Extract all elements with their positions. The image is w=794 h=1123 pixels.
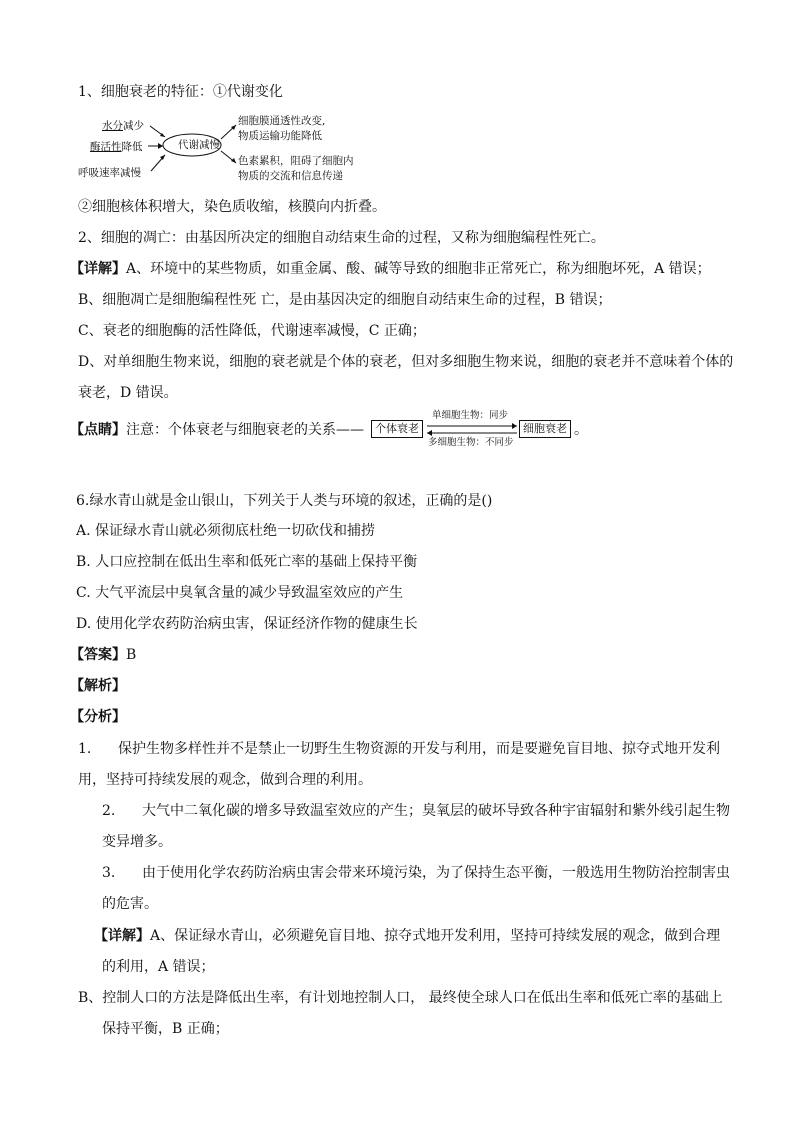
individual-aging-box: 个体衰老 xyxy=(371,420,423,438)
detail-6b-line-2: 保持平衡，B 正确； xyxy=(102,1021,229,1037)
respiration-rate-label: 呼吸速率减慢 xyxy=(78,167,141,179)
cell-aging-box: 细胞衰老 xyxy=(519,420,571,438)
point-1-line-1: 保护生物多样性并不是禁止一切野生生物资源的开发与利用，而是要避免盲目地、掠夺式地开发利 xyxy=(118,741,720,757)
answer: 【答案】B xyxy=(70,647,137,663)
water-decrease-label: 水分减少 xyxy=(102,120,144,132)
pigment-label-1: 色素累积，阻碍了细胞内 xyxy=(238,155,354,167)
point-2-line-2: 变异增多。 xyxy=(102,834,172,850)
point-1-num: 1. xyxy=(78,741,92,757)
heading-aging-features: 1、细胞衰老的特征：①代谢变化 xyxy=(78,84,283,100)
point-2-line-1: 大气中二氧化碳的增多导致温室效应的产生；臭氧层的破坏导致各种宇宙辐射和紫外线引起生物 xyxy=(142,803,730,819)
membrane-label-2: 物质运输功能降低 xyxy=(238,130,322,142)
diagram-center-label: 代谢减慢 xyxy=(178,139,220,151)
option-a: A. 保证绿水青山就必须彻底杜绝一切砍伐和捕捞 xyxy=(76,523,376,539)
detail-6a-line-1: 【详解】A、保证绿水青山，必须避免盲目地、掠夺式地开发利用，坚持可持续发展的观念，做到合理 xyxy=(94,928,721,944)
detail-d-cont: 衰老，D 错误。 xyxy=(78,385,178,401)
point-3-num: 3. xyxy=(102,865,116,881)
detail-b: B、细胞凋亡是细胞编程性死 亡，是由基因决定的细胞自动结束生命的过程，B 错误； xyxy=(78,292,612,308)
option-c: C. 大气平流层中臭氧含量的减少导致温室效应的产生 xyxy=(76,585,404,601)
point-3-line-2: 的危害。 xyxy=(102,896,158,912)
option-b: B. 人口应控制在低出生率和低死亡率的基础上保持平衡 xyxy=(76,554,418,570)
enzyme-activity-label: 酶活性降低 xyxy=(90,141,143,153)
point-2-num: 2. xyxy=(102,803,116,819)
question-6: 6.绿水青山就是金山银山，下列关于人类与环境的叙述，正确的是() xyxy=(76,493,493,509)
analysis-heading: 【解析】 xyxy=(70,678,126,694)
detail-c: C、衰老的细胞酶的活性降低，代谢速率减慢，C 正确； xyxy=(78,323,426,339)
unicellular-label: 单细胞生物：同步 xyxy=(432,410,509,421)
analysis-sub-heading: 【分析】 xyxy=(70,709,126,725)
detail-d: D、对单细胞生物来说，细胞的衰老就是个体的衰老，但对多细胞生物来说，细胞的衰老并不意味着个体的 xyxy=(78,354,734,370)
detail-6a-line-2: 的利用，A 错误； xyxy=(102,959,215,975)
detail-6b-line-1: B、控制人口的方法是降低出生率，有计划地控制人口， 最终使全球人口在低出生率和低死亡率的基础上 xyxy=(78,990,723,1006)
apoptosis-definition: 2、细胞的凋亡：由基因所决定的细胞自动结束生命的过程，又称为细胞编程性死亡。 xyxy=(78,230,605,246)
pigment-label-2: 物质的交流和信息传递 xyxy=(238,170,343,182)
point-1-line-2: 用，坚持可持续发展的观念，做到合理的利用。 xyxy=(78,772,372,788)
tip-line: 【点睛】注意：个体衰老与细胞衰老的关系—— xyxy=(70,422,364,438)
detail-a: 【详解】A、环境中的某些物质，如重金属、酸、碱等导致的细胞非正常死亡，称为细胞坏死，A 错误； xyxy=(70,261,711,277)
tip-end: 。 xyxy=(574,422,588,438)
multicellular-label: 多细胞生物：不同步 xyxy=(428,437,514,448)
membrane-label-1: 细胞膜通透性改变, xyxy=(238,115,326,127)
nucleus-features: ②细胞核体积增大，染色质收缩，核膜向内折叠。 xyxy=(78,199,386,215)
point-3-line-1: 由于使用化学农药防治病虫害会带来环境污染，为了保持生态平衡，一般选用生物防治控制害虫 xyxy=(142,865,730,881)
option-d: D. 使用化学农药防治病虫害，保证经济作物的健康生长 xyxy=(76,616,418,632)
